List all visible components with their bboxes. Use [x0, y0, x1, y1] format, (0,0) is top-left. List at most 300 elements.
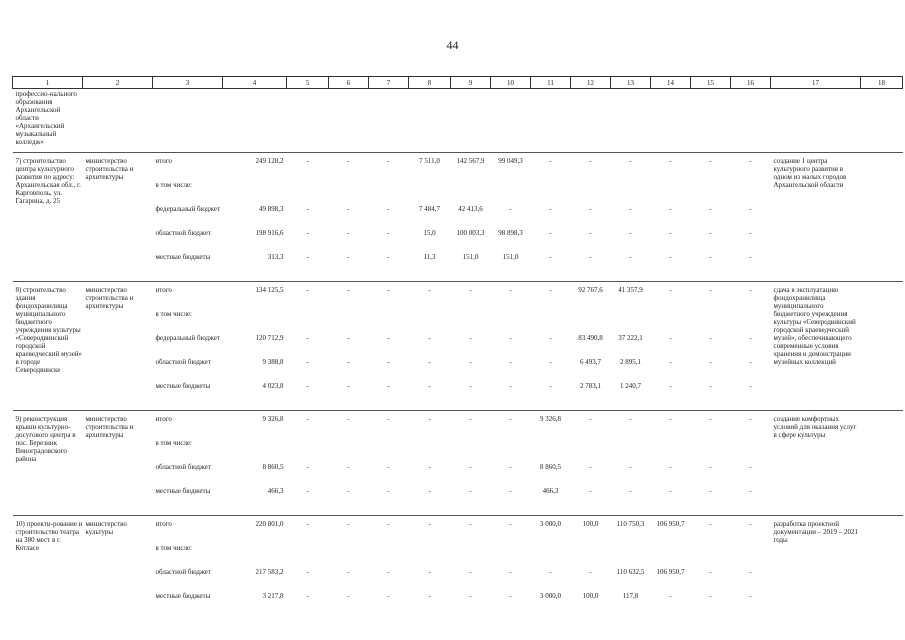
- amount-value: [611, 544, 651, 568]
- amount-value: [691, 310, 731, 334]
- amount-value: -: [669, 334, 672, 342]
- amount-value: -: [589, 205, 592, 213]
- column-number-9: 9: [451, 77, 491, 89]
- amount-value: [491, 310, 531, 334]
- amount-value: -: [749, 487, 752, 495]
- amount-column-12: [571, 282, 611, 411]
- amount-value: [451, 181, 491, 205]
- program-item-row: [13, 516, 903, 621]
- amount-value: [731, 544, 771, 568]
- amount-value: -: [629, 487, 632, 495]
- amount-value: -: [709, 205, 712, 213]
- amount-column-13: [611, 411, 651, 516]
- amount-value: [329, 181, 369, 205]
- amount-value: 2 895,1: [620, 358, 641, 366]
- amount-value: -: [347, 157, 350, 165]
- amount-value: 100,0: [582, 592, 599, 600]
- amount-value: [531, 310, 571, 334]
- amount-value: -: [629, 253, 632, 261]
- amount-value: -: [549, 157, 552, 165]
- amount-column-15: [691, 411, 731, 516]
- program-table: [12, 76, 903, 620]
- amount-column-9: [451, 153, 491, 282]
- amount-value: -: [669, 286, 672, 294]
- column-number-4: 4: [223, 77, 287, 89]
- amount-value: -: [509, 568, 512, 576]
- amount-value: -: [306, 157, 309, 165]
- amount-value: -: [749, 286, 752, 294]
- amount-value: [451, 439, 491, 463]
- object-name: 9) реконструкция крыши культурно-досугового центра в пос. Березник Виноградовского района: [13, 411, 83, 516]
- amount-value: 92 767,6: [578, 286, 603, 294]
- amount-value: -: [347, 520, 350, 528]
- amount-value: -: [347, 415, 350, 423]
- amount-column-4: [223, 411, 287, 516]
- funding-source-label: в том числе:: [155, 439, 192, 447]
- executor-name: министерство строительства и архитектуры: [83, 153, 153, 282]
- amount-value: -: [428, 382, 431, 390]
- amount-value: -: [509, 382, 512, 390]
- amount-value: -: [387, 382, 390, 390]
- amount-column-6: [329, 411, 369, 516]
- amount-value: -: [549, 205, 552, 213]
- amount-value: 4 023,8: [262, 382, 284, 390]
- amount-value: [491, 181, 531, 205]
- amount-column-5: [287, 516, 329, 621]
- amount-column-8: [409, 516, 451, 621]
- amount-value: -: [306, 415, 309, 423]
- funding-source-list: [153, 411, 223, 516]
- amount-value: -: [669, 592, 672, 600]
- amount-value: [611, 439, 651, 463]
- amount-value: -: [509, 520, 512, 528]
- continuation-text: профессио-нального образования Архангельской области «Архангельский музыкальный колледж»: [15, 90, 77, 146]
- amount-value: -: [669, 382, 672, 390]
- column-18-cell: [861, 282, 903, 411]
- funding-source-label: федеральный бюджет: [155, 334, 220, 342]
- column-18-cell: [861, 411, 903, 516]
- amount-value: 7 484,7: [419, 205, 440, 213]
- funding-source-label: итого: [155, 520, 172, 528]
- amount-value: [611, 310, 651, 334]
- amount-value: [409, 181, 451, 205]
- amount-value: 98 898,3: [498, 229, 523, 237]
- column-number-15: 15: [691, 77, 731, 89]
- amount-value: 3 000,0: [540, 520, 561, 528]
- amount-column-15: [691, 516, 731, 621]
- amount-column-6: [329, 282, 369, 411]
- amount-value: -: [306, 382, 309, 390]
- amount-value: 9 326,8: [540, 415, 561, 423]
- amount-value: 120 712,9: [255, 334, 284, 342]
- amount-value: [287, 310, 329, 334]
- amount-column-13: [611, 282, 651, 411]
- column-number-8: 8: [409, 77, 451, 89]
- amount-value: 220 801,0: [255, 520, 284, 528]
- amount-value: -: [589, 463, 592, 471]
- amount-column-12: [571, 411, 611, 516]
- amount-column-9: [451, 516, 491, 621]
- amount-value: -: [387, 487, 390, 495]
- amount-value: 142 567,9: [456, 157, 485, 165]
- amount-value: 3 217,8: [262, 592, 284, 600]
- amount-value: -: [669, 463, 672, 471]
- funding-source-label: в том числе:: [155, 310, 192, 318]
- amount-value: [531, 181, 571, 205]
- amount-value: -: [428, 334, 431, 342]
- amount-value: -: [749, 415, 752, 423]
- amount-value: -: [749, 568, 752, 576]
- funding-source-label: областной бюджет: [155, 463, 211, 471]
- funding-source-label: итого: [155, 286, 172, 294]
- amount-value: -: [347, 358, 350, 366]
- amount-value: 6 493,7: [580, 358, 601, 366]
- column-number-2: 2: [83, 77, 153, 89]
- column-number-12: 12: [571, 77, 611, 89]
- amount-value: -: [469, 286, 472, 294]
- executor-name: министерство культуры: [83, 516, 153, 621]
- amount-column-14: [651, 282, 691, 411]
- amount-value: 100 003,3: [456, 229, 485, 237]
- amount-value: [731, 310, 771, 334]
- amount-value: -: [306, 520, 309, 528]
- amount-value: [223, 181, 284, 205]
- amount-value: [287, 439, 329, 463]
- amount-value: -: [709, 520, 712, 528]
- amount-value: -: [709, 382, 712, 390]
- object-name: 10) проекти-рование и строительство театра на 380 мест в г. Котласе: [13, 516, 83, 621]
- amount-value: 49 898,3: [259, 205, 284, 213]
- amount-value: -: [347, 229, 350, 237]
- amount-value: -: [428, 487, 431, 495]
- amount-column-13: [611, 153, 651, 282]
- amount-value: -: [629, 205, 632, 213]
- amount-column-15: [691, 282, 731, 411]
- amount-column-16: [731, 411, 771, 516]
- amount-value: [451, 544, 491, 568]
- amount-value: [571, 439, 611, 463]
- funding-source-label: областной бюджет: [155, 358, 211, 366]
- amount-value: [731, 439, 771, 463]
- amount-value: -: [347, 382, 350, 390]
- amount-value: -: [749, 358, 752, 366]
- amount-column-14: [651, 153, 691, 282]
- amount-value: -: [509, 358, 512, 366]
- column-number-6: 6: [329, 77, 369, 89]
- funding-source-label: местные бюджеты: [155, 487, 211, 495]
- amount-column-4: [223, 516, 287, 621]
- amount-value: -: [347, 568, 350, 576]
- amount-value: -: [306, 205, 309, 213]
- amount-value: [531, 439, 571, 463]
- amount-value: -: [509, 334, 512, 342]
- amount-value: -: [428, 358, 431, 366]
- amount-value: -: [669, 487, 672, 495]
- funding-source-list: [153, 516, 223, 621]
- amount-value: [571, 181, 611, 205]
- amount-column-15: [691, 153, 731, 282]
- amount-value: -: [669, 358, 672, 366]
- amount-column-6: [329, 516, 369, 621]
- amount-value: -: [709, 358, 712, 366]
- amount-value: -: [589, 253, 592, 261]
- amount-value: -: [509, 592, 512, 600]
- expected-result: сдача в эксплуатацию фондохранилища муниципального бюджетного учреждения культуры «Северодвинский городской краеведческий музей», обеспечивающего современные условия хранения и демонстрации музейных коллекций: [771, 282, 861, 411]
- amount-column-14: [651, 411, 691, 516]
- amount-value: -: [549, 358, 552, 366]
- amount-value: 9 388,8: [262, 358, 284, 366]
- amount-value: 151,0: [462, 253, 479, 261]
- amount-value: [651, 181, 691, 205]
- amount-column-13: [611, 516, 651, 621]
- amount-value: [409, 439, 451, 463]
- amount-value: -: [387, 229, 390, 237]
- amount-value: -: [347, 205, 350, 213]
- funding-source-label: местные бюджеты: [155, 382, 211, 390]
- amount-value: [329, 439, 369, 463]
- amount-value: 9 326,8: [262, 415, 284, 423]
- funding-source-label: местные бюджеты: [155, 253, 211, 261]
- amount-value: -: [749, 229, 752, 237]
- amount-value: -: [589, 487, 592, 495]
- column-number-18: 18: [861, 77, 903, 89]
- amount-value: 106 950,7: [656, 520, 685, 528]
- executor-name: министерство строительства и архитектуры: [83, 411, 153, 516]
- amount-value: -: [549, 253, 552, 261]
- amount-value: [691, 439, 731, 463]
- amount-value: -: [669, 205, 672, 213]
- amount-column-6: [329, 153, 369, 282]
- column-number-13: 13: [611, 77, 651, 89]
- funding-source-label: областной бюджет: [155, 568, 211, 576]
- amount-value: -: [428, 568, 431, 576]
- amount-column-16: [731, 153, 771, 282]
- amount-value: -: [589, 415, 592, 423]
- amount-value: -: [469, 568, 472, 576]
- amount-value: 15,0: [423, 229, 436, 237]
- amount-value: 7 511,0: [419, 157, 440, 165]
- amount-value: -: [589, 568, 592, 576]
- amount-value: -: [709, 487, 712, 495]
- amount-value: [491, 439, 531, 463]
- amount-value: -: [509, 286, 512, 294]
- amount-value: [571, 544, 611, 568]
- amount-column-10: [491, 411, 531, 516]
- amount-column-9: [451, 282, 491, 411]
- amount-value: -: [509, 487, 512, 495]
- amount-column-11: [531, 282, 571, 411]
- amount-value: -: [669, 415, 672, 423]
- amount-value: -: [387, 358, 390, 366]
- amount-column-11: [531, 411, 571, 516]
- amount-value: -: [347, 463, 350, 471]
- amount-value: 198 916,6: [255, 229, 284, 237]
- amount-column-16: [731, 516, 771, 621]
- amount-value: -: [549, 334, 552, 342]
- amount-value: -: [749, 253, 752, 261]
- amount-value: [531, 544, 571, 568]
- funding-source-label: областной бюджет: [155, 229, 211, 237]
- amount-value: -: [749, 592, 752, 600]
- amount-value: -: [629, 463, 632, 471]
- amount-value: -: [629, 415, 632, 423]
- amount-value: [409, 310, 451, 334]
- amount-value: -: [749, 205, 752, 213]
- funding-source-label: в том числе:: [155, 181, 192, 189]
- amount-value: -: [709, 463, 712, 471]
- amount-value: -: [749, 463, 752, 471]
- column-18-cell: [861, 153, 903, 282]
- amount-value: -: [469, 520, 472, 528]
- amount-value: 1 240,7: [620, 382, 641, 390]
- amount-value: -: [347, 592, 350, 600]
- amount-value: -: [709, 568, 712, 576]
- amount-value: -: [387, 157, 390, 165]
- amount-value: -: [306, 229, 309, 237]
- column-number-10: 10: [491, 77, 531, 89]
- expected-result: разработка проектной документации – 2019 – 2021 годы: [771, 516, 861, 621]
- amount-value: [691, 181, 731, 205]
- amount-value: -: [749, 520, 752, 528]
- amount-value: [651, 544, 691, 568]
- amount-column-14: [651, 516, 691, 621]
- amount-value: [611, 181, 651, 205]
- amount-column-12: [571, 516, 611, 621]
- column-number-16: 16: [731, 77, 771, 89]
- amount-column-7: [369, 516, 409, 621]
- amount-value: -: [469, 592, 472, 600]
- amount-value: 2 783,1: [580, 382, 601, 390]
- amount-value: -: [709, 286, 712, 294]
- amount-value: -: [428, 592, 431, 600]
- amount-value: -: [509, 463, 512, 471]
- amount-value: [571, 310, 611, 334]
- column-number-7: 7: [369, 77, 409, 89]
- amount-value: -: [387, 520, 390, 528]
- amount-value: -: [306, 568, 309, 576]
- funding-source-label: местные бюджеты: [155, 592, 211, 600]
- amount-value: -: [306, 334, 309, 342]
- amount-value: -: [749, 157, 752, 165]
- amount-value: -: [306, 286, 309, 294]
- amount-value: -: [709, 253, 712, 261]
- amount-value: -: [709, 334, 712, 342]
- amount-value: -: [589, 229, 592, 237]
- amount-value: [651, 310, 691, 334]
- amount-column-11: [531, 516, 571, 621]
- amount-value: [329, 544, 369, 568]
- funding-source-list: [153, 153, 223, 282]
- amount-value: [287, 181, 329, 205]
- amount-value: -: [669, 253, 672, 261]
- funding-source-list: [153, 282, 223, 411]
- amount-value: 99 049,3: [498, 157, 523, 165]
- amount-value: 8 860,5: [540, 463, 561, 471]
- amount-value: 110 750,3: [616, 520, 645, 528]
- page-number: 44: [446, 38, 459, 52]
- amount-column-7: [369, 153, 409, 282]
- amount-value: [409, 544, 451, 568]
- amount-column-11: [531, 153, 571, 282]
- amount-value: -: [749, 382, 752, 390]
- amount-column-16: [731, 282, 771, 411]
- amount-value: -: [549, 382, 552, 390]
- amount-value: -: [509, 205, 512, 213]
- amount-value: -: [387, 205, 390, 213]
- amount-value: 83 490,8: [578, 334, 603, 342]
- amount-value: 249 128,2: [255, 157, 284, 165]
- amount-value: -: [469, 382, 472, 390]
- funding-source-label: итого: [155, 157, 172, 165]
- amount-column-10: [491, 282, 531, 411]
- object-name: 7) строительство центра культурного развития по адресу: Архангельская обл., г. Карговполь, ул. Гагарина, д. 25: [13, 153, 83, 282]
- column-number-row: [13, 77, 903, 89]
- amount-value: -: [428, 415, 431, 423]
- amount-value: -: [709, 415, 712, 423]
- amount-column-7: [369, 411, 409, 516]
- amount-value: 313,3: [267, 253, 284, 261]
- amount-value: [369, 310, 409, 334]
- amount-value: [369, 439, 409, 463]
- amount-value: 151,0: [502, 253, 519, 261]
- amount-value: -: [387, 415, 390, 423]
- amount-value: [223, 310, 284, 334]
- amount-value: 8 860,5: [262, 463, 284, 471]
- amount-value: -: [306, 592, 309, 600]
- amount-value: -: [306, 358, 309, 366]
- amount-value: 3 000,0: [540, 592, 561, 600]
- amount-value: -: [709, 157, 712, 165]
- amount-value: [223, 439, 284, 463]
- column-number-3: 3: [153, 77, 223, 89]
- amount-value: -: [387, 592, 390, 600]
- expected-result: создание комфортных условий для оказания услуг в сфере культуры: [771, 411, 861, 516]
- amount-value: -: [306, 253, 309, 261]
- amount-value: -: [387, 286, 390, 294]
- continuation-row: [13, 89, 903, 153]
- amount-value: -: [469, 487, 472, 495]
- amount-column-4: [223, 282, 287, 411]
- amount-value: -: [669, 229, 672, 237]
- amount-column-12: [571, 153, 611, 282]
- amount-value: -: [629, 157, 632, 165]
- program-item-row: [13, 282, 903, 411]
- amount-value: -: [469, 463, 472, 471]
- program-item-row: [13, 411, 903, 516]
- amount-value: -: [306, 487, 309, 495]
- amount-value: -: [469, 358, 472, 366]
- amount-value: -: [347, 253, 350, 261]
- amount-value: -: [347, 487, 350, 495]
- amount-value: [651, 439, 691, 463]
- amount-value: 11,3: [423, 253, 436, 261]
- amount-value: -: [549, 568, 552, 576]
- amount-value: -: [387, 463, 390, 471]
- amount-value: -: [549, 286, 552, 294]
- column-number-5: 5: [287, 77, 329, 89]
- amount-value: -: [549, 229, 552, 237]
- executor-name: министерство строительства и архитектуры: [83, 282, 153, 411]
- amount-value: -: [428, 286, 431, 294]
- amount-value: -: [589, 157, 592, 165]
- column-number-14: 14: [651, 77, 691, 89]
- funding-source-label: федеральный бюджет: [155, 205, 220, 213]
- amount-column-9: [451, 411, 491, 516]
- amount-value: [369, 181, 409, 205]
- amount-column-8: [409, 411, 451, 516]
- amount-value: 106 950,7: [656, 568, 685, 576]
- amount-value: -: [509, 415, 512, 423]
